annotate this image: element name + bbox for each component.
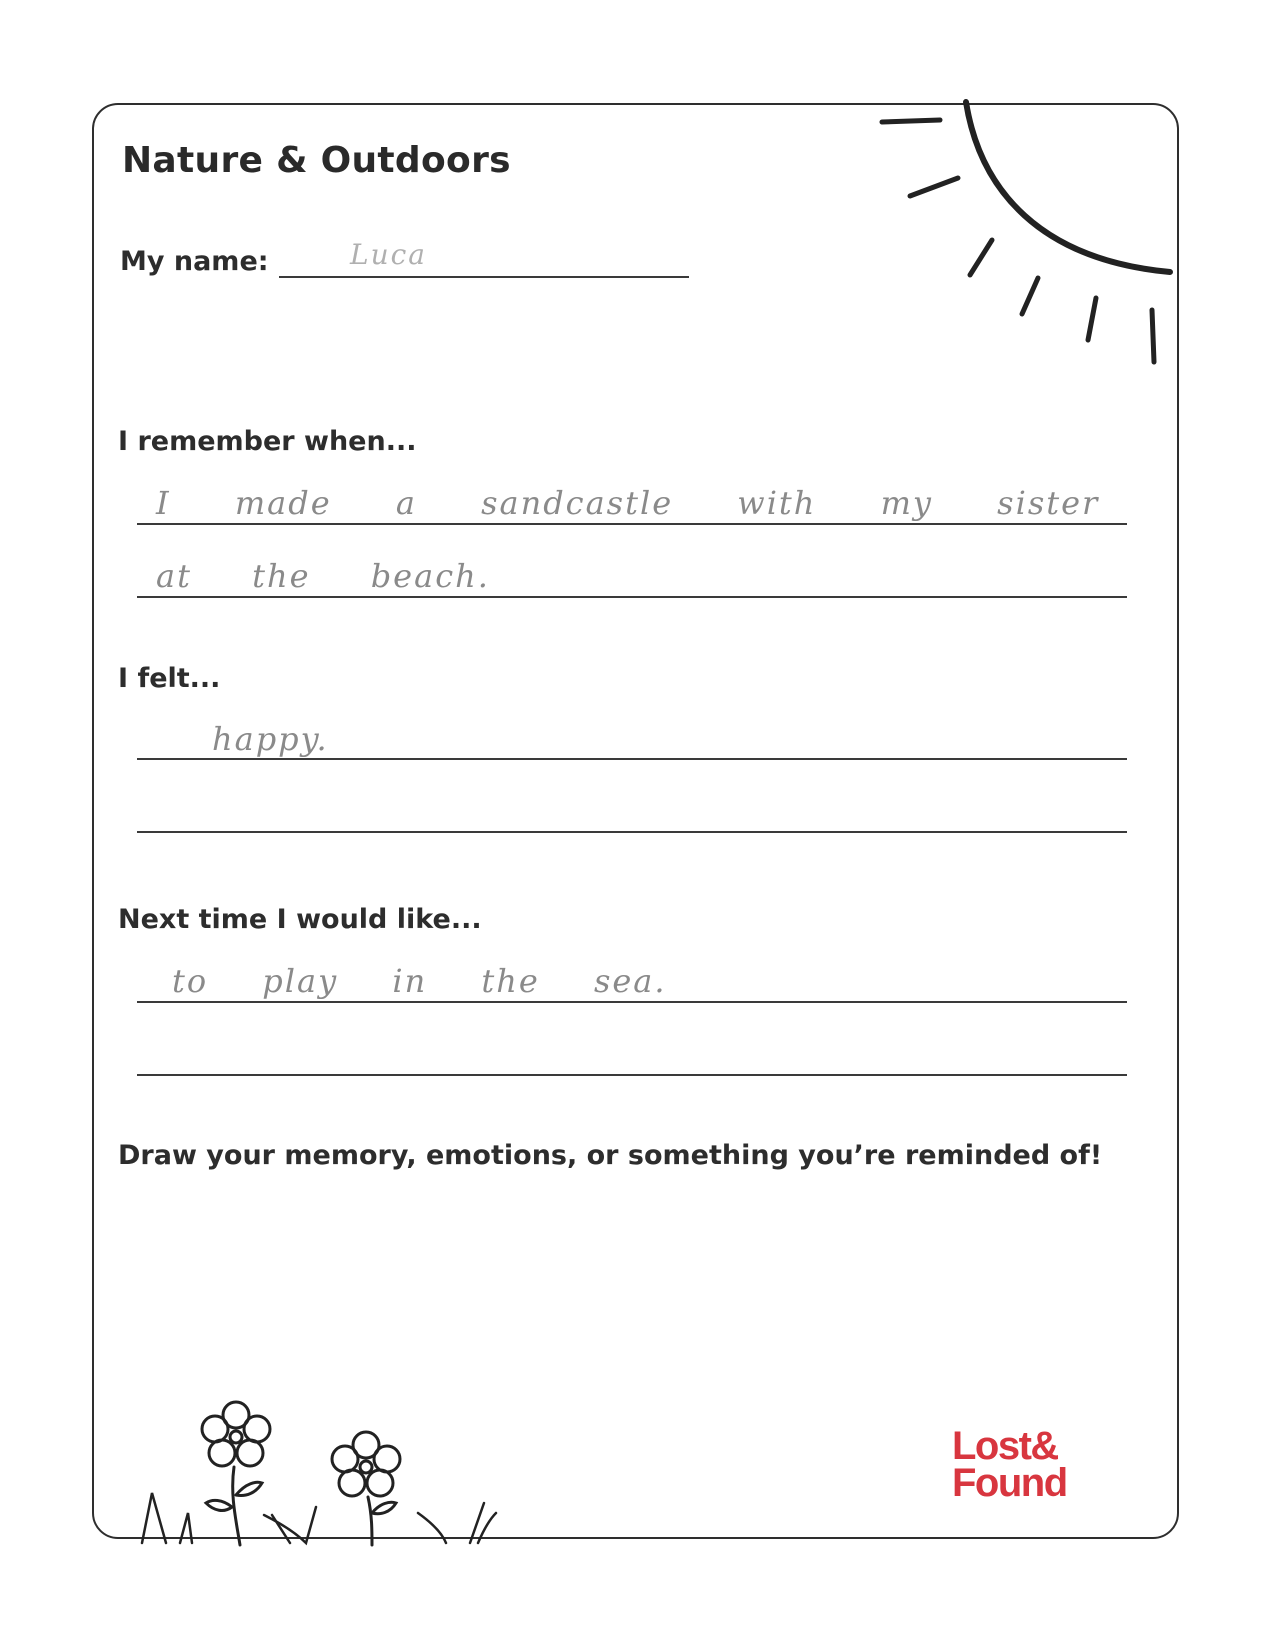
felt-label: I felt...: [118, 663, 221, 694]
flower-icon: [202, 1402, 270, 1545]
sun-icon: [870, 100, 1180, 370]
flowers-and-grass: [140, 1395, 520, 1545]
page-title: Nature & Outdoors: [122, 140, 511, 181]
name-value[interactable]: Luca: [350, 238, 428, 271]
remember-answer-2[interactable]: at the beach.: [156, 557, 490, 595]
grass-icon: [142, 1493, 496, 1543]
next-line-2: [137, 1074, 1127, 1076]
next-line-1: [137, 1001, 1127, 1003]
lost-and-found-logo: [952, 1424, 1067, 1505]
remember-line-2: [137, 596, 1127, 598]
felt-line-2: [137, 831, 1127, 833]
felt-line-1: [137, 758, 1127, 760]
remember-line-1: [137, 523, 1127, 525]
next-time-label: Next time I would like...: [118, 904, 482, 935]
logo-line-2: Found: [952, 1460, 1067, 1505]
remember-answer-1[interactable]: I made a sandcastle with my sister: [156, 484, 1100, 522]
flower-icon: [332, 1432, 400, 1545]
next-answer-1[interactable]: to play in the sea.: [172, 962, 667, 1000]
draw-prompt: Draw your memory, emotions, or something you’re reminded of!: [118, 1140, 1103, 1171]
name-line: [279, 276, 689, 278]
remember-label: I remember when...: [118, 426, 417, 457]
logo-line-1: Lost&: [952, 1424, 1058, 1468]
felt-answer-1[interactable]: happy.: [212, 720, 329, 758]
drawing-area[interactable]: [120, 1190, 1150, 1390]
name-label: My name:: [120, 246, 269, 277]
